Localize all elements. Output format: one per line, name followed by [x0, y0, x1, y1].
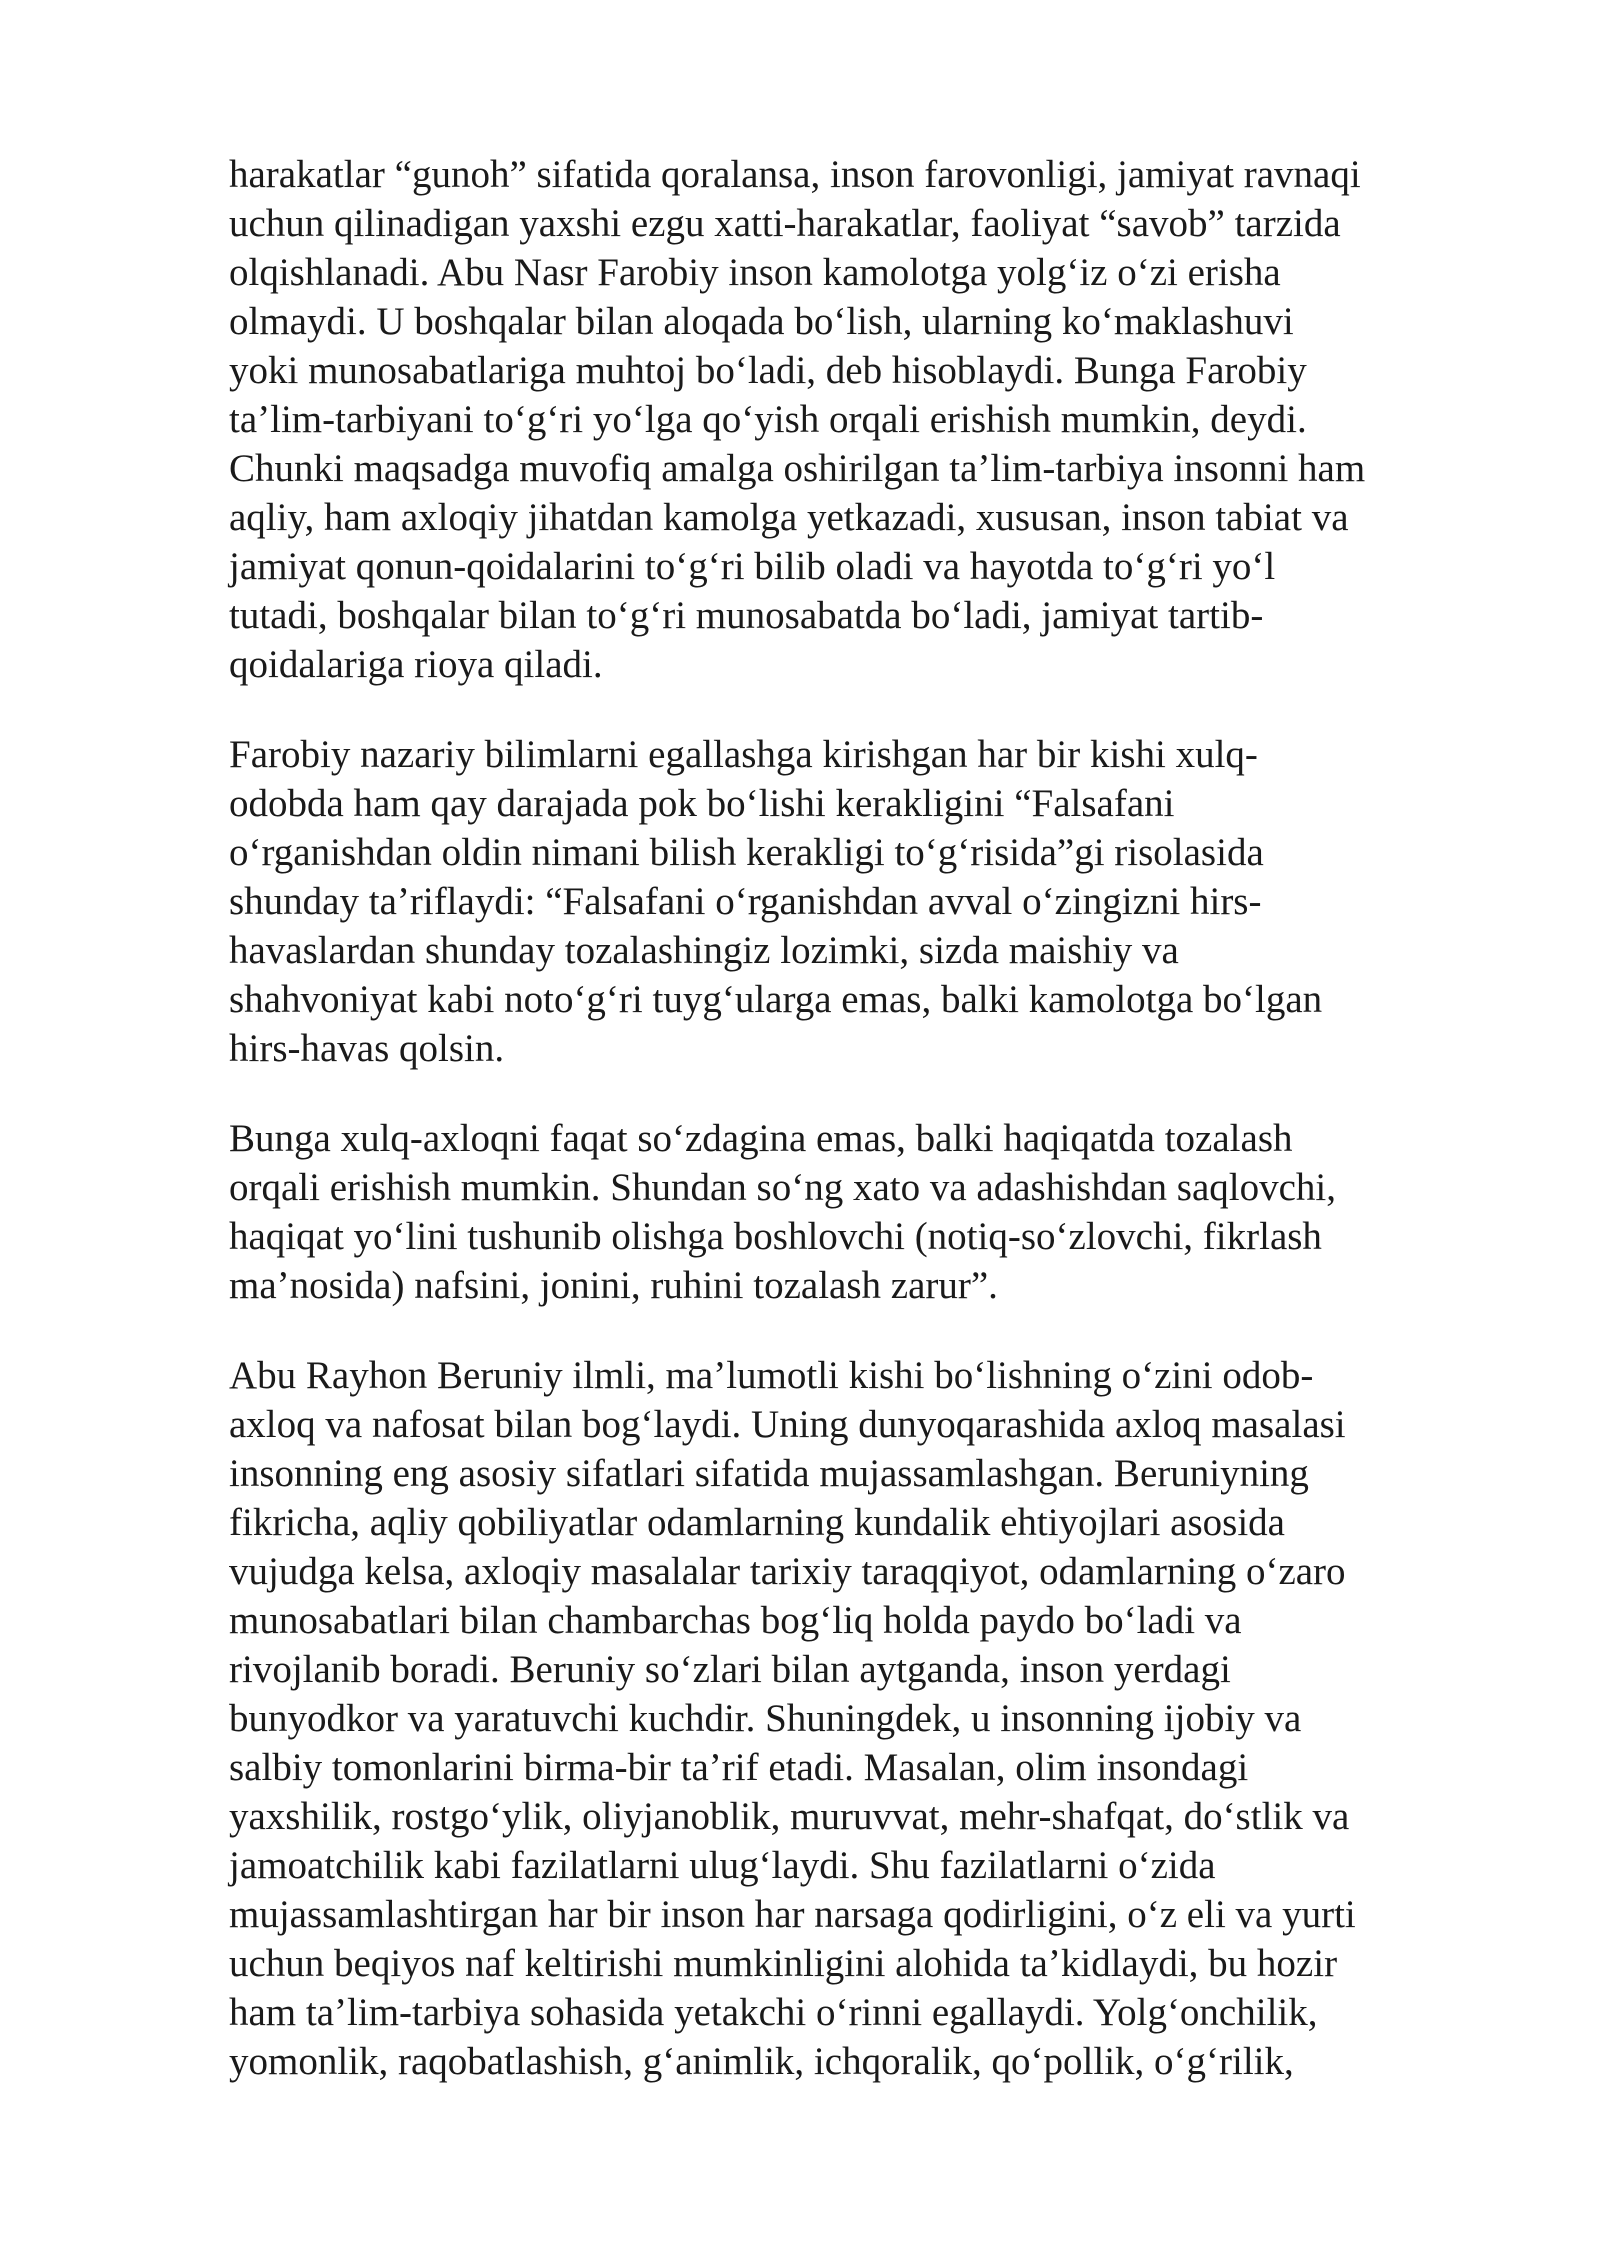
paragraph-1: harakatlar “gunoh” sifatida qoralansa, inson farovonligi, jamiyat ravnaqi uchun qilinadigan yaxshi ezgu xatti-harakatlar, faoliyat “savob” tarzida olqishlanadi. Abu Nasr Farobiy inson kamolotga yolgʻiz oʻzi erisha olmaydi. U boshqalar bilan aloqada boʻlish, ularning koʻmaklashuvi yoki munosabatlariga muhtoj boʻladi, deb hisoblaydi. Bunga Farobiy taʼlim-tarbiyani toʻgʻri yoʻlga qoʻyish orqali erishish mumkin, deydi. Chunki maqsadga muvofiq amalga oshirilgan taʼlim-tarbiya insonni ham aqliy, ham axloqiy jihatdan kamolga yetkazadi, xususan, inson tabiat va jamiyat qonun-qoidalarini toʻgʻri bilib oladi va hayotda toʻgʻri yoʻl tutadi, boshqalar bilan toʻgʻri munosabatda boʻladi, jamiyat tartib- qoidalariga rioya qiladi. — [229, 153, 1366, 686]
paragraph-2: Farobiy nazariy bilimlarni egallashga kirishgan har bir kishi xulq- odobda ham qay darajada pok boʻlishi kerakligini “Falsafani oʻrganishdan oldin nimani bilish kerakligi toʻgʻrisida”gi risolasida shunday taʼriflaydi: “Falsafani oʻrganishdan avval oʻzingizni hirs- havaslardan shunday tozalashingiz lozimki, sizda maishiy va shahvoniyat kabi notoʻgʻri tuygʻularga emas, balki kamolotga boʻlgan hirs-havas qolsin. — [229, 733, 1323, 1070]
paragraph-3: Bunga xulq-axloqni faqat soʻzdagina emas, balki haqiqatda tozalash orqali erishish mumkin. Shundan soʻng xato va adashishdan saqlovchi, haqiqat yoʻlini tushunib olishga boshlovchi (notiq-soʻzlovchi, fikrlash maʼnosida) nafsini, jonini, ruhini tozalash zarur”. — [229, 1117, 1337, 1307]
paragraph-4: Abu Rayhon Beruniy ilmli, maʼlumotli kishi boʻlishning oʻzini odob- axloq va nafosat bilan bogʻlaydi. Uning dunyoqarashida axloq masalasi insonning eng asosiy sifatlari sifatida mujassamlashgan. Beruniyning fikricha, aqliy qobiliyatlar odamlarning kundalik ehtiyojlari asosida vujudga kelsa, axloqiy masalalar tarixiy taraqqiyot, odamlarning oʻzaro munosabatlari bilan chambarchas bogʻliq holda paydo boʻladi va rivojlanib boradi. Beruniy soʻzlari bilan aytganda, inson yerdagi bunyodkor va yaratuvchi kuchdir. Shuningdek, u insonning ijobiy va salbiy tomonlarini birma-bir taʼrif etadi. Masalan, olim insondagi yaxshilik, rostgoʻylik, oliyjanoblik, muruvvat, mehr-shafqat, doʻstlik va jamoatchilik kabi fazilatlarni ulugʻlaydi. Shu fazilatlarni oʻzida mujassamlashtirgan har bir inson har narsaga qodirligini, oʻz eli va yurti uchun beqiyos naf keltirishi mumkinligini alohida taʼkidlaydi, bu hozir ham taʼlim-tarbiya sohasida yetakchi oʻrinni egallaydi. Yolgʻonchilik, yomonlik, raqobatlashish, gʻanimlik, ichqoralik, qoʻpollik, oʻgʻrilik, — [229, 1354, 1356, 2083]
document-body — [229, 150, 1489, 2086]
